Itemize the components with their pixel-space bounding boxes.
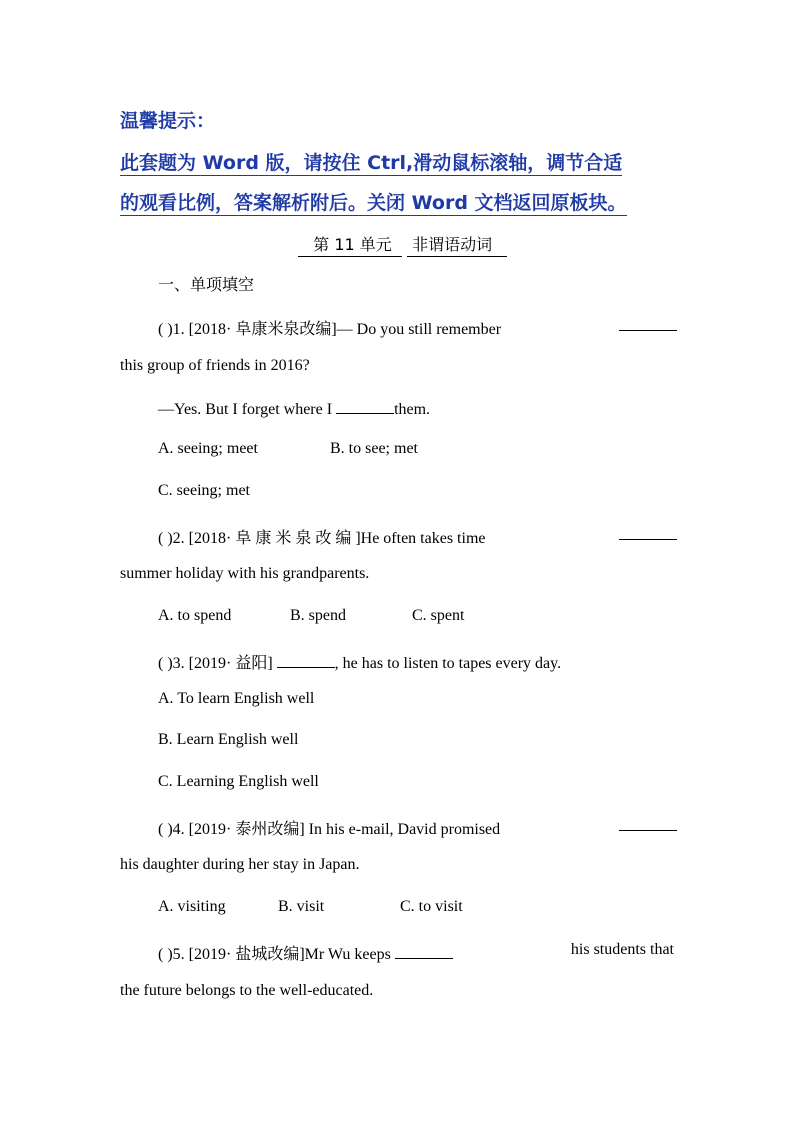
unit-topic: 非谓语动词 [407,235,507,257]
question-1-line-3: —Yes. But I forget where I them. [158,401,431,418]
question-5-stem: ( )5. [2019· 盐城改编]Mr Wu keeps [158,946,395,963]
option-a: A. To learn English well [158,690,315,707]
notice-line-2 [120,188,627,215]
option-c: C. to visit [400,898,463,915]
question-5-lead [158,941,674,964]
notice-title: 温馨提示： [120,110,216,132]
question-2-stem: ( )2. [2018· 阜 康 米 泉 改 编 ]He often takes time [158,530,486,547]
question-5-stem-end: his students that [570,941,674,958]
question-1-line-2: this group of friends in 2016? [120,357,310,374]
unit-title [298,232,507,255]
notice-line-1 [120,148,622,175]
question-1-stem: ( )1. [2018· 阜康米泉改编]— Do you still remember [158,321,502,338]
section-title: 一、单项填空 [158,275,255,294]
option-a: A. visiting [158,898,226,915]
option-b: B. to see; met [330,440,418,457]
option-b: B. Learn English well [158,731,299,748]
notice-line-1-text: 此套题为 Word 版，请按住 Ctrl,滑动鼠标滚轴，调节合适 [120,152,623,174]
option-a: A. to spend [158,607,232,624]
answer-blank [619,525,677,540]
question-2-line-2: summer holiday with his grandparents. [120,565,370,582]
question-4-stem: ( )4. [2019· 泰州改编] In his e-mail, David promised [158,821,501,838]
question-4-options [158,898,463,916]
option-c: C. seeing; met [158,482,250,499]
unit-number: 第 11 单元 [298,235,402,257]
answer-blank [619,816,677,831]
option-c: C. Learning English well [158,773,319,790]
question-5-line-2: the future belongs to the well-educated. [120,982,374,999]
option-c: C. spent [412,607,465,624]
question-1-lead [158,316,677,339]
answer-blank [277,653,335,668]
answer-blank [395,944,453,959]
question-4-line-2: his daughter during her stay in Japan. [120,856,360,873]
question-2-lead [158,525,677,548]
option-b: B. spend [290,607,346,624]
option-a: A. seeing; meet [158,440,258,457]
question-4-lead [158,816,677,839]
answer-blank [336,399,394,414]
question-3-lead: ( )3. [2019· 益阳] , he has to listen to tapes every day. [158,655,562,672]
notice-line-2-text: 的观看比例，答案解析附后。关闭 Word 文档返回原板块。 [120,192,627,214]
answer-blank [619,316,677,331]
question-2-options [158,607,464,625]
question-1-options [158,440,418,458]
option-b: B. visit [278,898,325,915]
